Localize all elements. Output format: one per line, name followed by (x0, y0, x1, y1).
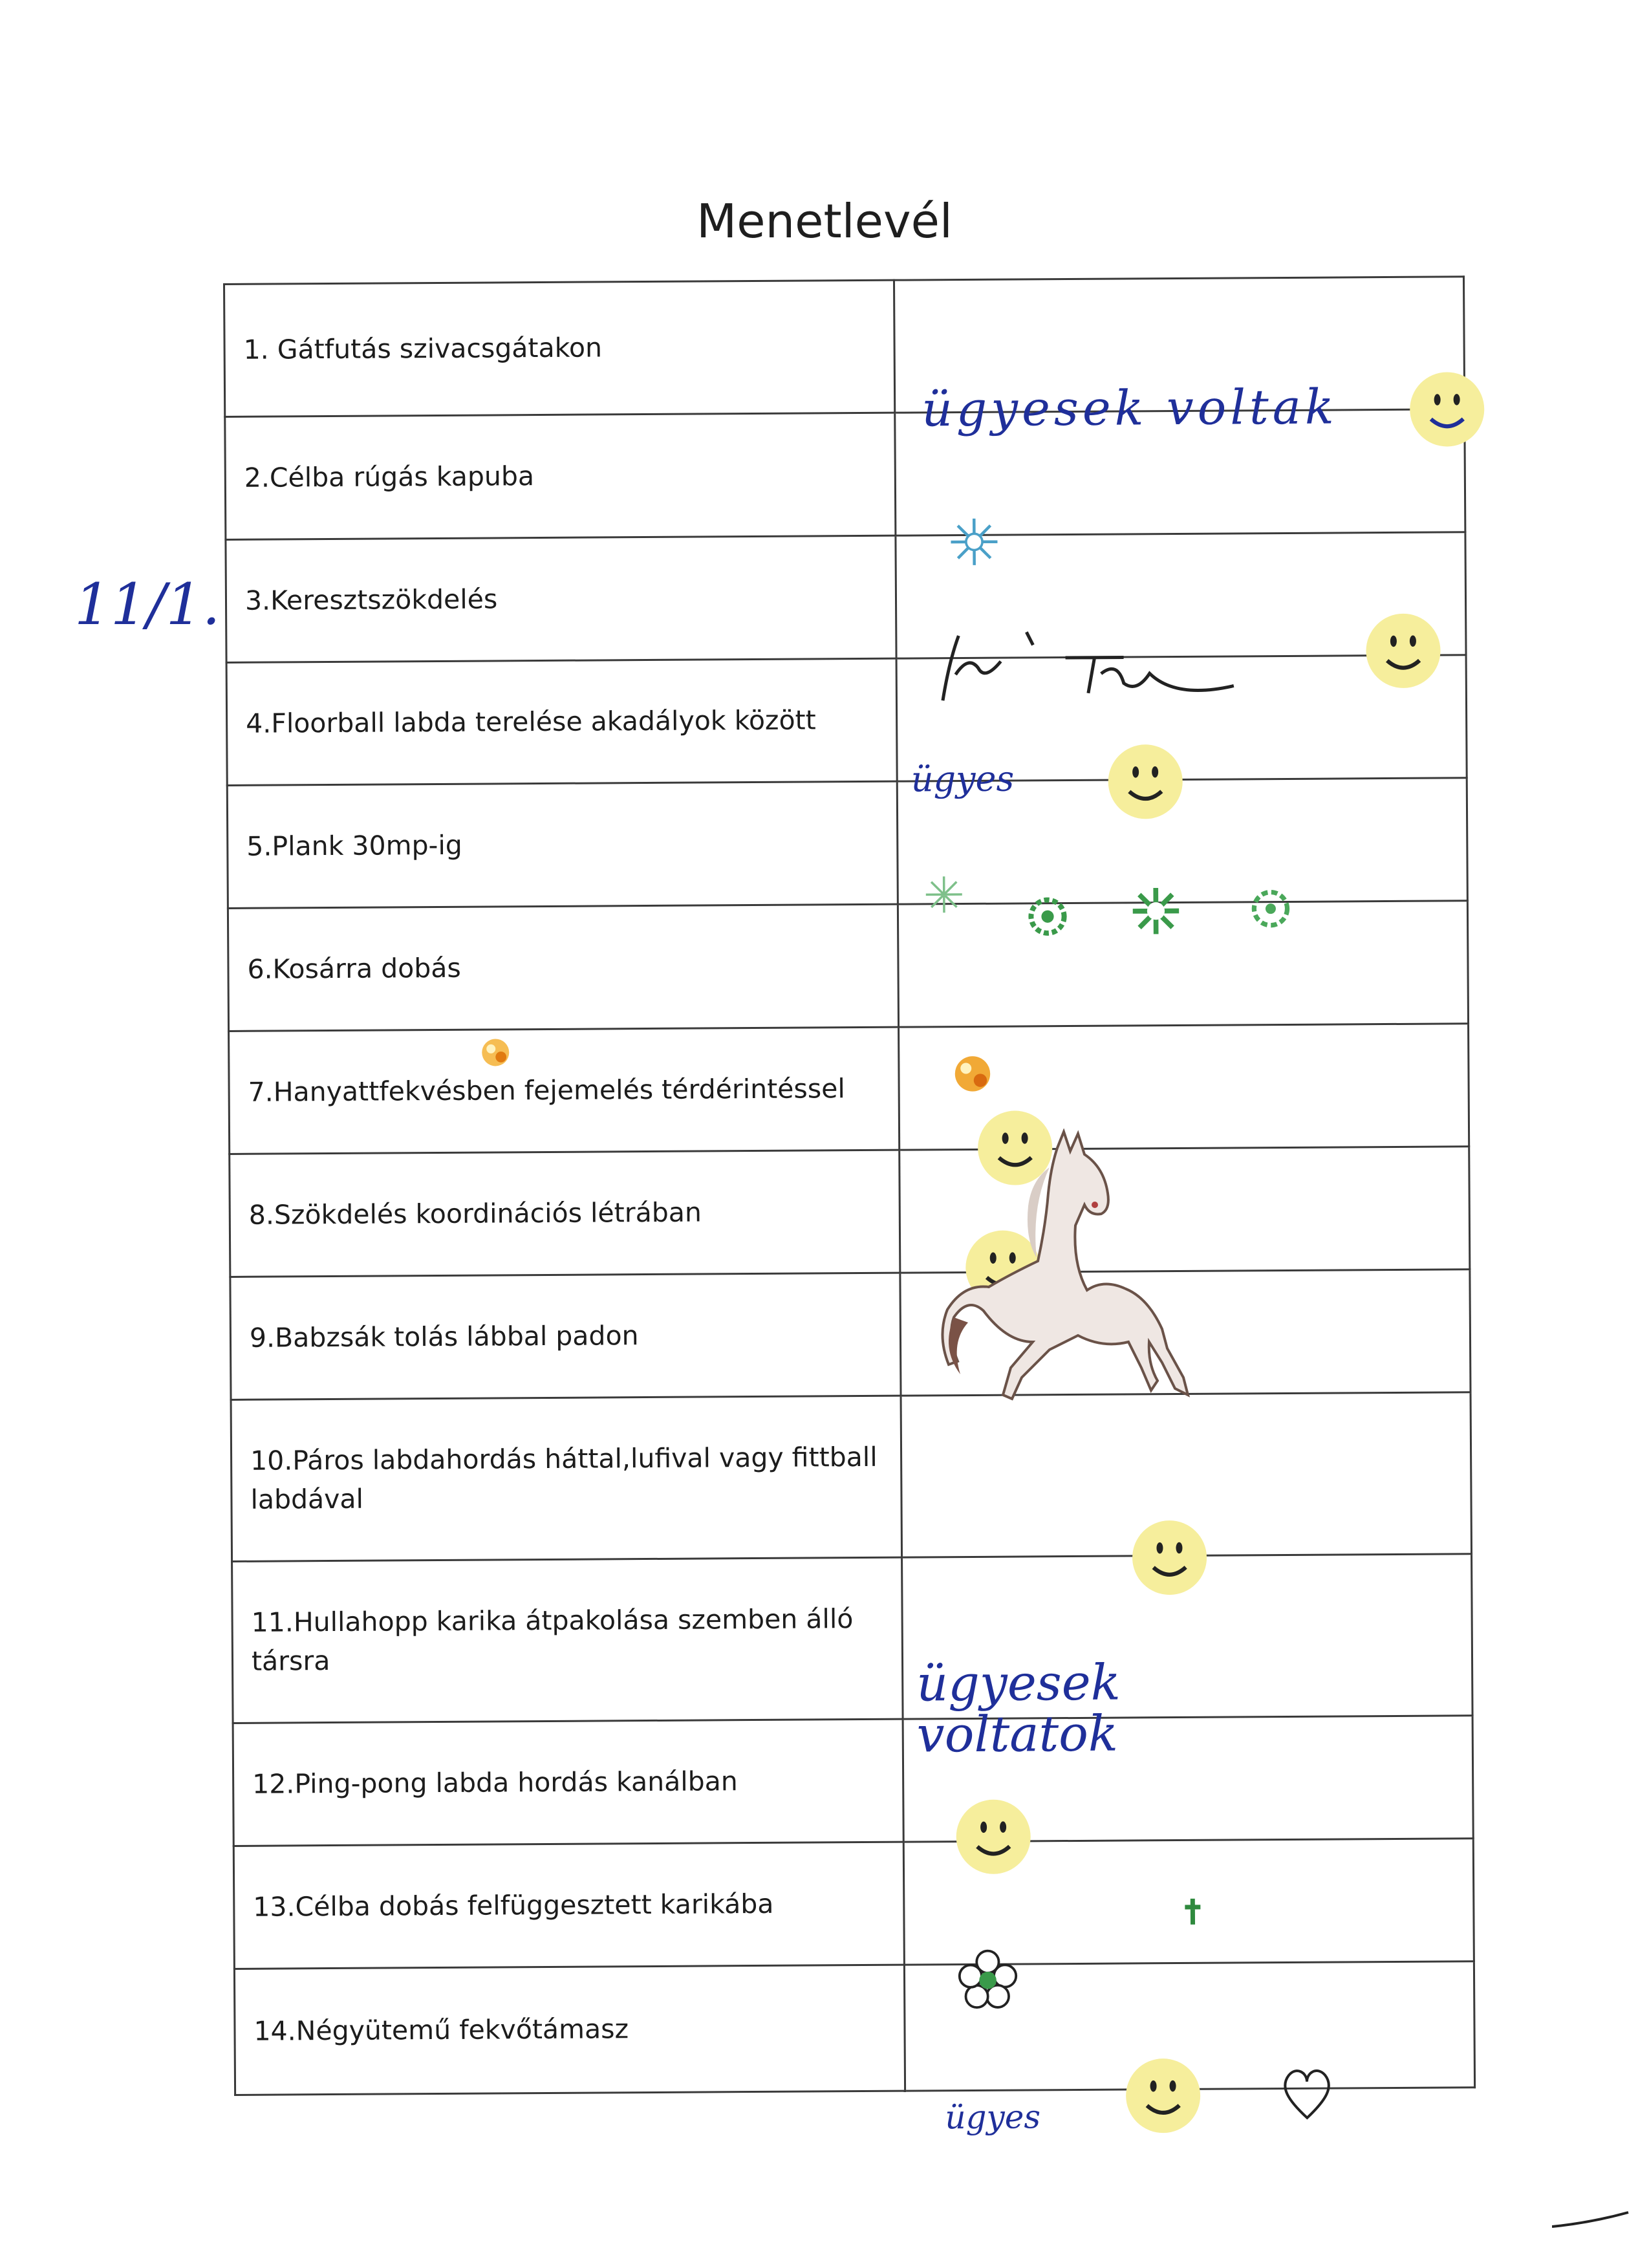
feedback-cell (903, 1716, 1473, 1842)
task-cell: 7.Hanyattfekvésben fejemelés térdérintéssel (229, 1027, 900, 1154)
table-row (230, 1147, 1470, 1277)
task-cell: 9.Babzsák tolás lábbal padon (230, 1273, 901, 1399)
table-row (233, 1839, 1474, 1969)
stamp-green-icon (1180, 1895, 1205, 1927)
task-cell: 12.Ping-pong labda hordás kanálban (233, 1719, 903, 1846)
task-cell: 13.Célba dobás felfüggesztett karikába (233, 1842, 904, 1969)
feedback-cell (897, 778, 1467, 904)
task-cell: 14.Négyütemű fekvőtámasz (234, 1965, 905, 2095)
table-row (233, 1716, 1473, 1846)
class-note (74, 569, 223, 640)
feedback-cell (904, 1961, 1474, 2137)
table-row (227, 778, 1467, 909)
task-cell: 2.Célba rúgás kapuba (225, 413, 896, 539)
table-row (228, 901, 1468, 1031)
stations-table (223, 275, 1476, 2137)
task-cell: 1. Gátfutás szivacsgátakon (224, 280, 895, 416)
table-row (234, 1961, 1474, 2095)
smiley-sticker-icon (1123, 2055, 1204, 2137)
feedback-cell (901, 1392, 1472, 1557)
table-row (231, 1392, 1471, 1562)
table-row (230, 1269, 1471, 1400)
stations-table-wrapper (223, 275, 1476, 2137)
task-cell: 3.Keresztszökdelés (226, 535, 896, 662)
task-cell: 4.Floorball labda terelése akadályok között (226, 658, 897, 785)
handwritten-feedback: ügyesek voltatok (916, 1653, 1121, 1764)
horse-sticker-icon (934, 1129, 1206, 1416)
feedback-cell (894, 277, 1464, 438)
feedback-cell (895, 409, 1465, 535)
table-row (229, 1024, 1469, 1154)
handwritten-feedback: ügyes (945, 2098, 1041, 2137)
task-cell: 6.Kosárra dobás (228, 904, 898, 1031)
task-cell: 8.Szökdelés koordinációs létrában (230, 1150, 900, 1277)
task-cell: 10.Páros labdahordás háttal,lufival vagy fittball labdával (231, 1396, 902, 1561)
stamp-orange-icon (473, 1030, 518, 1075)
corner-pen-mark (1552, 2210, 1630, 2229)
heart-drawing-icon (1275, 2061, 1340, 2126)
feedback-cell (902, 1554, 1473, 1764)
feedback-cell (898, 901, 1468, 1027)
table-row (232, 1554, 1472, 1723)
handwritten-feedback: ügyes (911, 758, 1015, 800)
table-row (226, 532, 1466, 663)
handwritten-feedback: ügyesek voltak (921, 379, 1338, 438)
task-cell: 5.Plank 30mp-ig (227, 781, 898, 908)
table-row (225, 409, 1465, 540)
feedback-cell (896, 655, 1467, 800)
svg-text:11/1.: 11/1. (74, 571, 221, 638)
task-cell: 11.Hullahopp karika átpakolása szemben álló társra (232, 1557, 903, 1723)
feedback-cell (903, 1839, 1474, 1965)
table-row (226, 655, 1467, 786)
feedback-cell (896, 532, 1466, 658)
table-row (224, 277, 1465, 417)
page-title: Menetlevél (696, 194, 953, 248)
